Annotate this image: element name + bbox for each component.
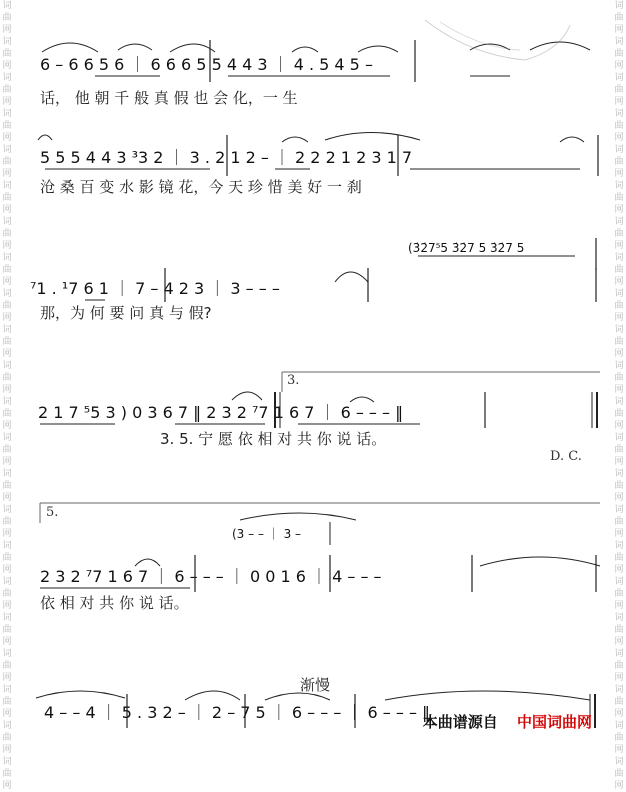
watermark-glyph: 网 (2, 277, 12, 287)
watermark-glyph: 网 (614, 637, 624, 647)
watermark-glyph: 网 (614, 493, 624, 503)
watermark-glyph: 网 (614, 61, 624, 71)
staff-row-2 (40, 148, 412, 196)
tie (385, 691, 590, 700)
watermark-glyph: 词 (2, 253, 12, 263)
watermark-glyph: 曲 (2, 265, 12, 275)
row5-notes: 2 3 2 ⁷7 1 6 7 ｜ 6 – – – ｜ 0 0 1 6 ｜ 4 – – – (40, 567, 382, 586)
watermark-glyph: 词 (2, 145, 12, 155)
watermark-glyph: 词 (614, 109, 624, 119)
watermark-glyph: 词 (614, 505, 624, 515)
watermark-glyph: 网 (2, 205, 12, 215)
watermark-glyph: 网 (614, 781, 624, 791)
slur (292, 47, 318, 52)
watermark-glyph: 网 (2, 421, 12, 431)
slur (480, 557, 600, 566)
tie (240, 513, 356, 520)
watermark-glyph: 曲 (614, 265, 624, 275)
watermark-glyph: 曲 (2, 85, 12, 95)
watermark-glyph: 词 (2, 433, 12, 443)
watermark-glyph: 词 (614, 289, 624, 299)
watermark-glyph: 网 (614, 529, 624, 539)
watermark-glyph: 曲 (2, 589, 12, 599)
watermark-glyph: 词 (614, 613, 624, 623)
slur (335, 272, 368, 282)
slur (185, 691, 240, 700)
watermark-glyph: 曲 (614, 733, 624, 743)
watermark-glyph: 词 (2, 469, 12, 479)
watermark-glyph: 网 (2, 133, 12, 143)
watermark-glyph: 曲 (2, 49, 12, 59)
watermark-glyph: 网 (614, 601, 624, 611)
watermark-glyph: 网 (614, 133, 624, 143)
watermark-glyph: 曲 (614, 337, 624, 347)
row6-notes: 4 – – 4 ｜ 5 . 3 2 – ｜ 2 – 7 5 ｜ 6 – – – ｜ 6 – – – ‖ (44, 703, 431, 722)
watermark-glyph: 曲 (614, 697, 624, 707)
watermark-glyph: 词 (2, 721, 12, 731)
slur (38, 135, 52, 140)
watermark-glyph: 词 (614, 145, 624, 155)
watermark-glyph: 曲 (2, 661, 12, 671)
source-footer (423, 711, 592, 732)
watermark-glyph: 曲 (614, 301, 624, 311)
watermark-glyph: 词 (614, 649, 624, 659)
row2-lyric: 沧 桑 百 变 水 影 镜 花，今 天 珍 惜 美 好 一 刹 (40, 178, 362, 196)
watermark-glyph: 网 (2, 385, 12, 395)
watermark-glyph: 曲 (614, 229, 624, 239)
watermark-glyph: 词 (614, 721, 624, 731)
watermark-glyph: 词 (614, 253, 624, 263)
watermark-glyph: 网 (2, 529, 12, 539)
slur (135, 559, 160, 566)
watermark-glyph: 曲 (614, 13, 624, 23)
staff-row-6 (44, 703, 430, 722)
site-name-link[interactable]: 中国词曲网 (516, 713, 592, 731)
watermark-glyph: 网 (2, 565, 12, 575)
watermark-glyph: 网 (614, 277, 624, 287)
watermark-glyph: 词 (2, 325, 12, 335)
watermark-glyph: 词 (614, 73, 624, 83)
slur (325, 133, 420, 141)
watermark-glyph: 网 (2, 61, 12, 71)
watermark-glyph: 网 (2, 313, 12, 323)
row5-top-notes: (3 – – ｜ 3 – (232, 527, 302, 541)
staff-row-1 (40, 55, 373, 107)
watermark-glyph: 网 (614, 565, 624, 575)
source-label: 本曲谱源自 (422, 713, 498, 731)
watermark-glyph: 词 (2, 73, 12, 83)
watermark-glyph: 曲 (2, 301, 12, 311)
row3-grace-notes: (3̇2̇7⁵5 3̇2̇7 5 3̇2̇7 5 (408, 241, 525, 255)
watermark-glyph: 词 (2, 505, 12, 515)
watermark-glyph: 网 (2, 493, 12, 503)
volta-5-label: 5. (46, 505, 59, 520)
watermark-glyph: 词 (2, 181, 12, 191)
watermark-glyph: 词 (2, 577, 12, 587)
slur (232, 392, 262, 400)
watermark-glyph: 词 (614, 397, 624, 407)
slur (118, 44, 152, 50)
watermark-glyph: 曲 (614, 445, 624, 455)
watermark-glyph: 曲 (2, 625, 12, 635)
slur (350, 397, 374, 402)
watermark-glyph: 词 (2, 541, 12, 551)
watermark-glyph: 词 (614, 685, 624, 695)
watermark-glyph: 曲 (2, 229, 12, 239)
slur (42, 43, 98, 52)
watermark-glyph: 网 (2, 97, 12, 107)
watermark-glyph: 词 (614, 325, 624, 335)
watermark-glyph: 网 (2, 169, 12, 179)
watermark-glyph: 网 (614, 169, 624, 179)
row4-lyric: 3. 5. 宁 愿 依 相 对 共 你 说 话。 (160, 430, 387, 448)
watermark-glyph: 曲 (614, 49, 624, 59)
watermark-glyph: 网 (2, 25, 12, 35)
slur (282, 137, 308, 142)
watermark-glyph: 网 (614, 673, 624, 683)
watermark-glyph: 词 (614, 37, 624, 47)
watermark-glyph: 曲 (614, 661, 624, 671)
staff-row-3 (30, 279, 280, 322)
slur (358, 46, 398, 52)
watermark-glyph: 曲 (2, 13, 12, 23)
watermark-glyph: 词 (2, 109, 12, 119)
watermark-glyph: 网 (2, 709, 12, 719)
watermark-glyph: 词 (2, 37, 12, 47)
watermark-glyph: 词 (2, 757, 12, 767)
slur (530, 42, 590, 50)
watermark-glyph: 词 (614, 757, 624, 767)
row1-notes: 6 – 6 6 5 6 ｜ 6 6 6 5 5 4 4 3 ｜ 4 . 5 4 5 – (40, 55, 373, 74)
watermark-glyph: 词 (614, 181, 624, 191)
watermark-glyph: 网 (614, 97, 624, 107)
watermark-glyph: 网 (2, 601, 12, 611)
watermark-glyph: 曲 (614, 625, 624, 635)
watermark-glyph: 曲 (614, 409, 624, 419)
row1-lyric: 话， 他 朝 千 般 真 假 也 会 化，一 生 (40, 89, 298, 107)
slur (560, 137, 584, 142)
watermark-glyph: 词 (614, 217, 624, 227)
watermark-glyph: 曲 (2, 193, 12, 203)
watermark-glyph: 曲 (2, 121, 12, 131)
watermark-glyph: 词 (2, 685, 12, 695)
watermark-glyph: 词 (614, 577, 624, 587)
faded-stamp-graphic (425, 20, 570, 60)
watermark-glyph: 词 (614, 469, 624, 479)
watermark-glyph: 网 (614, 385, 624, 395)
watermark-glyph: 词 (2, 1, 12, 11)
slur (170, 44, 215, 52)
watermark-glyph: 曲 (2, 697, 12, 707)
watermark-glyph: 网 (614, 205, 624, 215)
watermark-glyph: 网 (2, 781, 12, 791)
watermark-glyph: 词 (2, 649, 12, 659)
staff-row-4 (38, 403, 403, 448)
tempo-mark: 渐慢 (300, 676, 331, 694)
watermark-glyph: 曲 (2, 733, 12, 743)
watermark-glyph: 网 (2, 241, 12, 251)
watermark-glyph: 曲 (614, 157, 624, 167)
watermark-glyph: 词 (2, 217, 12, 227)
watermark-glyph: 曲 (2, 553, 12, 563)
watermark-glyph: 曲 (614, 193, 624, 203)
watermark-glyph: 词 (2, 289, 12, 299)
watermark-glyph: 曲 (614, 481, 624, 491)
watermark-glyph: 词 (614, 433, 624, 443)
watermark-glyph: 词 (2, 397, 12, 407)
watermark-glyph: 曲 (614, 553, 624, 563)
watermark-glyph: 网 (2, 637, 12, 647)
watermark-glyph: 词 (2, 361, 12, 371)
watermark-glyph: 词 (614, 1, 624, 11)
watermark-glyph: 曲 (614, 121, 624, 131)
watermark-glyph: 网 (2, 349, 12, 359)
watermark-glyph: 网 (614, 313, 624, 323)
row5-lyric: 依 相 对 共 你 说 话。 (40, 594, 189, 612)
watermark-glyph: 曲 (2, 769, 12, 779)
watermark-glyph: 网 (2, 457, 12, 467)
watermark-glyph: 曲 (2, 157, 12, 167)
slur (265, 693, 330, 700)
watermark-glyph: 网 (614, 25, 624, 35)
watermark-glyph: 曲 (2, 373, 12, 383)
watermark-glyph: 网 (2, 673, 12, 683)
watermark-glyph: 曲 (614, 517, 624, 527)
watermark-glyph: 网 (614, 421, 624, 431)
tie (36, 691, 125, 698)
row2-notes: 5 5 5 4 4 3 ³3 2 ｜ 3 . 2 1 2 – ｜ 2 2 2 1 2 3 1 7 (40, 148, 413, 167)
watermark-glyph: 曲 (2, 409, 12, 419)
watermark-glyph: 曲 (2, 337, 12, 347)
watermark-glyph: 网 (2, 745, 12, 755)
watermark-glyph: 曲 (2, 445, 12, 455)
watermark-glyph: 曲 (614, 769, 624, 779)
row4-notes: 2 1 7 ⁵5 3 ) 0 3 6 7 ‖ 2 3 2 ⁷7 1 6 7 ｜ 6 – – – ‖ (38, 403, 404, 422)
watermark-glyph: 词 (614, 361, 624, 371)
volta-3-label: 3. (287, 373, 300, 388)
watermark-glyph: 曲 (614, 373, 624, 383)
watermark-glyph: 网 (614, 745, 624, 755)
row3-lyric: 那，为 何 要 问 真 与 假? (40, 304, 212, 322)
watermark-glyph: 网 (614, 709, 624, 719)
da-capo-mark: D. C. (550, 449, 582, 464)
row3-notes: ⁷1 . ¹7 6 1 ｜ 7 – 4 2 3 ｜ 3 – – – (30, 279, 280, 298)
watermark-glyph: 词 (2, 613, 12, 623)
watermark-glyph: 网 (614, 349, 624, 359)
watermark-glyph: 曲 (2, 481, 12, 491)
watermark-glyph: 曲 (614, 85, 624, 95)
watermark-glyph: 曲 (2, 517, 12, 527)
watermark-glyph: 词 (614, 541, 624, 551)
watermark-glyph: 网 (614, 241, 624, 251)
watermark-glyph: 曲 (614, 589, 624, 599)
watermark-glyph: 网 (614, 457, 624, 467)
